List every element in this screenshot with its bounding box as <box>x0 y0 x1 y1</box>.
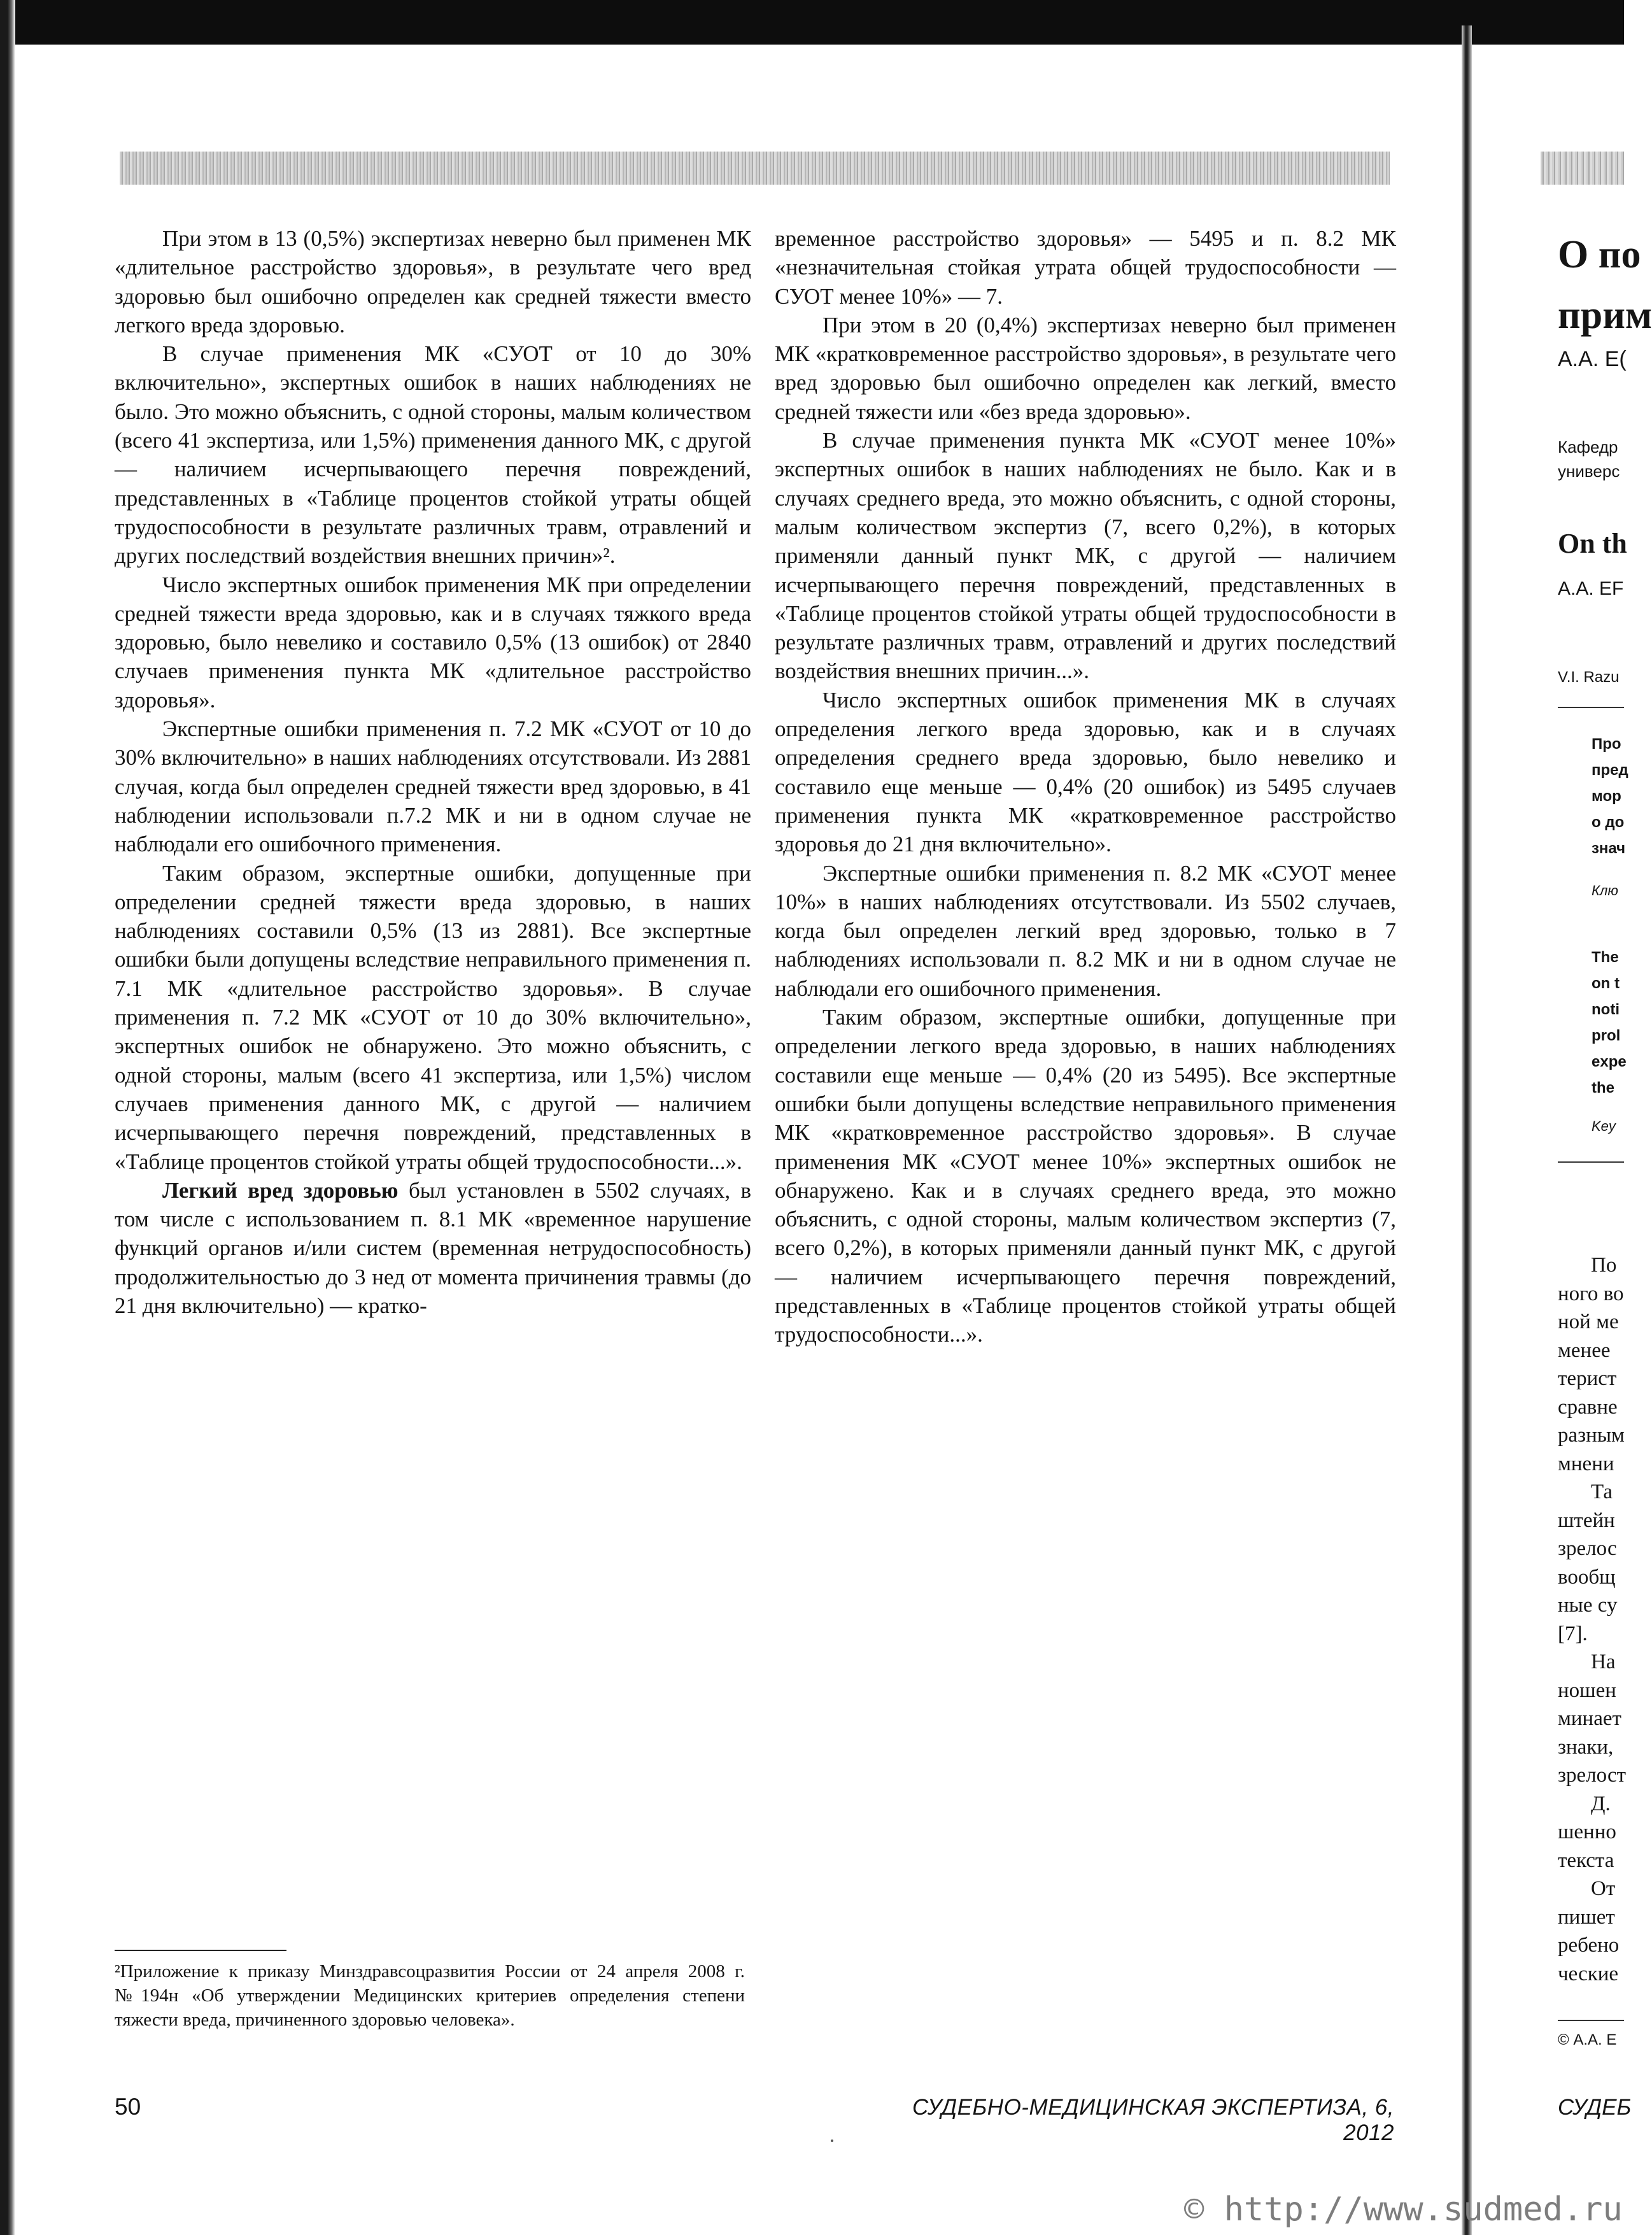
next-page-copyright: © А.А. Е <box>1558 2031 1617 2048</box>
right-column <box>775 224 1396 1349</box>
page-number: 50 <box>115 2094 141 2120</box>
next-page-en-title: On th <box>1558 528 1627 559</box>
scan-border-top <box>0 0 1624 45</box>
next-page-en-authors: A.A. EF <box>1558 578 1624 599</box>
paragraph: временное расстройство здоровья» — 5495 и п. 8.2 МК «незначительная стойкая утрата общей трудоспособности — СУОТ менее 10%» — 7. <box>775 226 1396 309</box>
footnote-divider <box>115 1950 286 1951</box>
paragraph: Число экспертных ошибок применения МК в случаях определения легкого вреда здоровью, как и в случаях определения среднего вреда здоровью, было невелико и составило еще меньше — 0,4% (20 ошибок) из 5495 случаев применения пункта МК «кратковременное расстройство здоровья до 21 дня включительно». <box>775 687 1396 857</box>
left-column <box>115 224 751 1320</box>
paragraph: При этом в 20 (0,4%) экспертизах неверно был применен МК «кратковременное расстройство здоровья», в результате чего вред здоровью был ошибочно определен как легкий, вместо средней тяжести или «без вреда здоровью». <box>775 312 1396 424</box>
next-page-affiliation: Кафедр <box>1558 437 1618 457</box>
next-page-authors: А.А. Е( <box>1558 347 1627 371</box>
scan-speck <box>831 2139 833 2142</box>
next-page-journal: СУДЕБ <box>1558 2095 1632 2120</box>
next-page-en-affiliation: V.I. Razu <box>1558 669 1620 686</box>
bold-lead: Легкий вред здоровью <box>162 1177 399 1203</box>
paragraph: Экспертные ошибки применения п. 8.2 МК «СУОТ менее 10%» в наших наблюдениях отсутствовали. Из 5502 случаев, когда был определен легкий вред здоровью, только в 7 наблюдениях использовали п. 8.2 МК и ни в одном случае не наблюдали его ошибочного применения. <box>775 860 1396 1001</box>
next-page-affiliation: универс <box>1558 462 1620 481</box>
paragraph: Таким образом, экспертные ошибки, допущенные при определении легкого вреда здоровью, в наших наблюдениях составили еще меньше — 0,4% (20 из 5495). Все экспертные ошибки были допущены вследствие неправильного применения МК «кратковременное расстройство здоровья». В случае применения МК «СУОТ менее 10%» экспертных ошибок не обнаружено. Как и в случаях среднего вреда, это можно объяснить, с одной стороны, малым количеством экспертиз (7, всего 0,2%), в которых применяли данный пункт МК, с другой — наличием исчерпывающего перечня повреждений, представленных в «Таблице процентов стойкой утраты общей трудоспособности...». <box>775 1005 1396 1347</box>
watermark: © http://www.sudmed.ru <box>1184 2190 1623 2229</box>
running-footer-journal: СУДЕБНО-МЕДИЦИНСКАЯ ЭКСПЕРТИЗА, 6, 2012 <box>912 2095 1394 2145</box>
paragraph: В случае применения пункта МК «СУОТ менее 10%» экспертных ошибок в наших наблюдениях не было. Как и в случаях среднего вреда, это можно объяснить, с одной стороны, малым количеством экспертиз (7, всего 0,2%), в которых применяли данный пункт МК, с другой — наличием исчерпывающего перечня повреждений, представленных в «Таблице процентов стойкой утраты общей трудоспособности в результате различных травм, отравлений и других последствий воздействия внешних причин...». <box>775 428 1396 684</box>
header-decorative-band <box>120 152 1390 185</box>
scan-border-left <box>0 0 15 2235</box>
next-page-keywords: Клю <box>1592 883 1618 898</box>
next-page-rule <box>1558 2020 1624 2021</box>
next-page-en-abstract: The on t noti prol expe the <box>1592 949 1627 1096</box>
paragraph: Таким образом, экспертные ошибки, допущенные при определении средней тяжести вреда здоровью, в наших наблюдениях составили 0,5% (13 из 2881). Все экспертные ошибки были допущены вследствие неправильного применения п. 7.1 МК «длительное расстройство здоровья». В случае применения п. 7.2 МК «СУОТ от 10 до 30% включительно», экспертных ошибок не обнаружено. Это можно объяснить, с одной стороны, малым (всего 41 экспертиза, или 1,5%) числом случаев применения данного МК, с другой — наличием исчерпывающего перечня повреждений, представленных в «Таблице процентов стойкой утраты общей трудоспособности...». <box>115 860 751 1174</box>
next-page-body: По ного во ной ме менее терист сравне разным мнени Та штейн зрелос вообщ ные су [7]. На ношен минает знаки, зрелост Д. шенно текста От пишет ребено ческие <box>1558 1254 1627 1985</box>
next-page-en-keywords: Key <box>1592 1118 1616 1134</box>
next-page-title-line: прим <box>1558 294 1652 337</box>
next-page-title-line: О по <box>1558 233 1641 276</box>
page-spine <box>1462 25 1472 2235</box>
next-page-rule <box>1558 1161 1624 1163</box>
paragraph <box>115 1176 751 1320</box>
footnote <box>115 1959 745 2032</box>
next-page-abstract: Про пред мор о до знач <box>1592 735 1628 857</box>
paragraph: Экспертные ошибки применения п. 7.2 МК «СУОТ от 10 до 30% включительно» в наших наблюдениях отсутствовали. Из 2881 случая, когда был определен средней тяжести вред здоровью, в 41 наблюдении использовали п.7.2 МК и ни в одном случае не наблюдали его ошибочного применения. <box>115 716 751 857</box>
paragraph: При этом в 13 (0,5%) экспертизах неверно был применен МК «длительное расстройство здоровья», в результате чего вред здоровью был ошибочно определен как средней тяжести вместо легкого вреда здоровью. <box>115 226 751 337</box>
paragraph-text: был установлен в 5502 случаях, в том числе с использованием п. 8.1 МК «временное нарушение функций органов и/или систем (временная нетрудоспособность) продолжительностью до 3 нед от момента причинения травмы (до 21 дня включительно) — кратко- <box>115 1177 751 1318</box>
next-page-rule <box>1558 707 1624 708</box>
paragraph: В случае применения МК «СУОТ от 10 до 30% включительно», экспертных ошибок в наших наблюдениях не было. Это можно объяснить, с одной стороны, малым количеством (всего 41 экспертиза, или 1,5%) применения данного МК, с другой — наличием исчерпывающего перечня повреждений, представленных в «Таблице процентов стойкой утраты общей трудоспособности в результате различных травм, отравлений и других последствий воздействия внешних причин»². <box>115 341 751 569</box>
next-page-header-band <box>1541 152 1624 185</box>
paragraph: Число экспертных ошибок применения МК при определении средней тяжести вреда здоровью, как и в случаях тяжкого вреда здоровью, было невелико и составило 0,5% (13 ошибок) от 2840 случаев применения пункта МК «длительное расстройство здоровья». <box>115 572 751 713</box>
footnote-text: ²Приложение к приказу Минздравсоцразвития России от 24 апреля 2008 г. №194н «Об утверждении Медицинских критериев определения степени тяжести вреда, причиненного здоровью человека». <box>115 1961 745 2030</box>
